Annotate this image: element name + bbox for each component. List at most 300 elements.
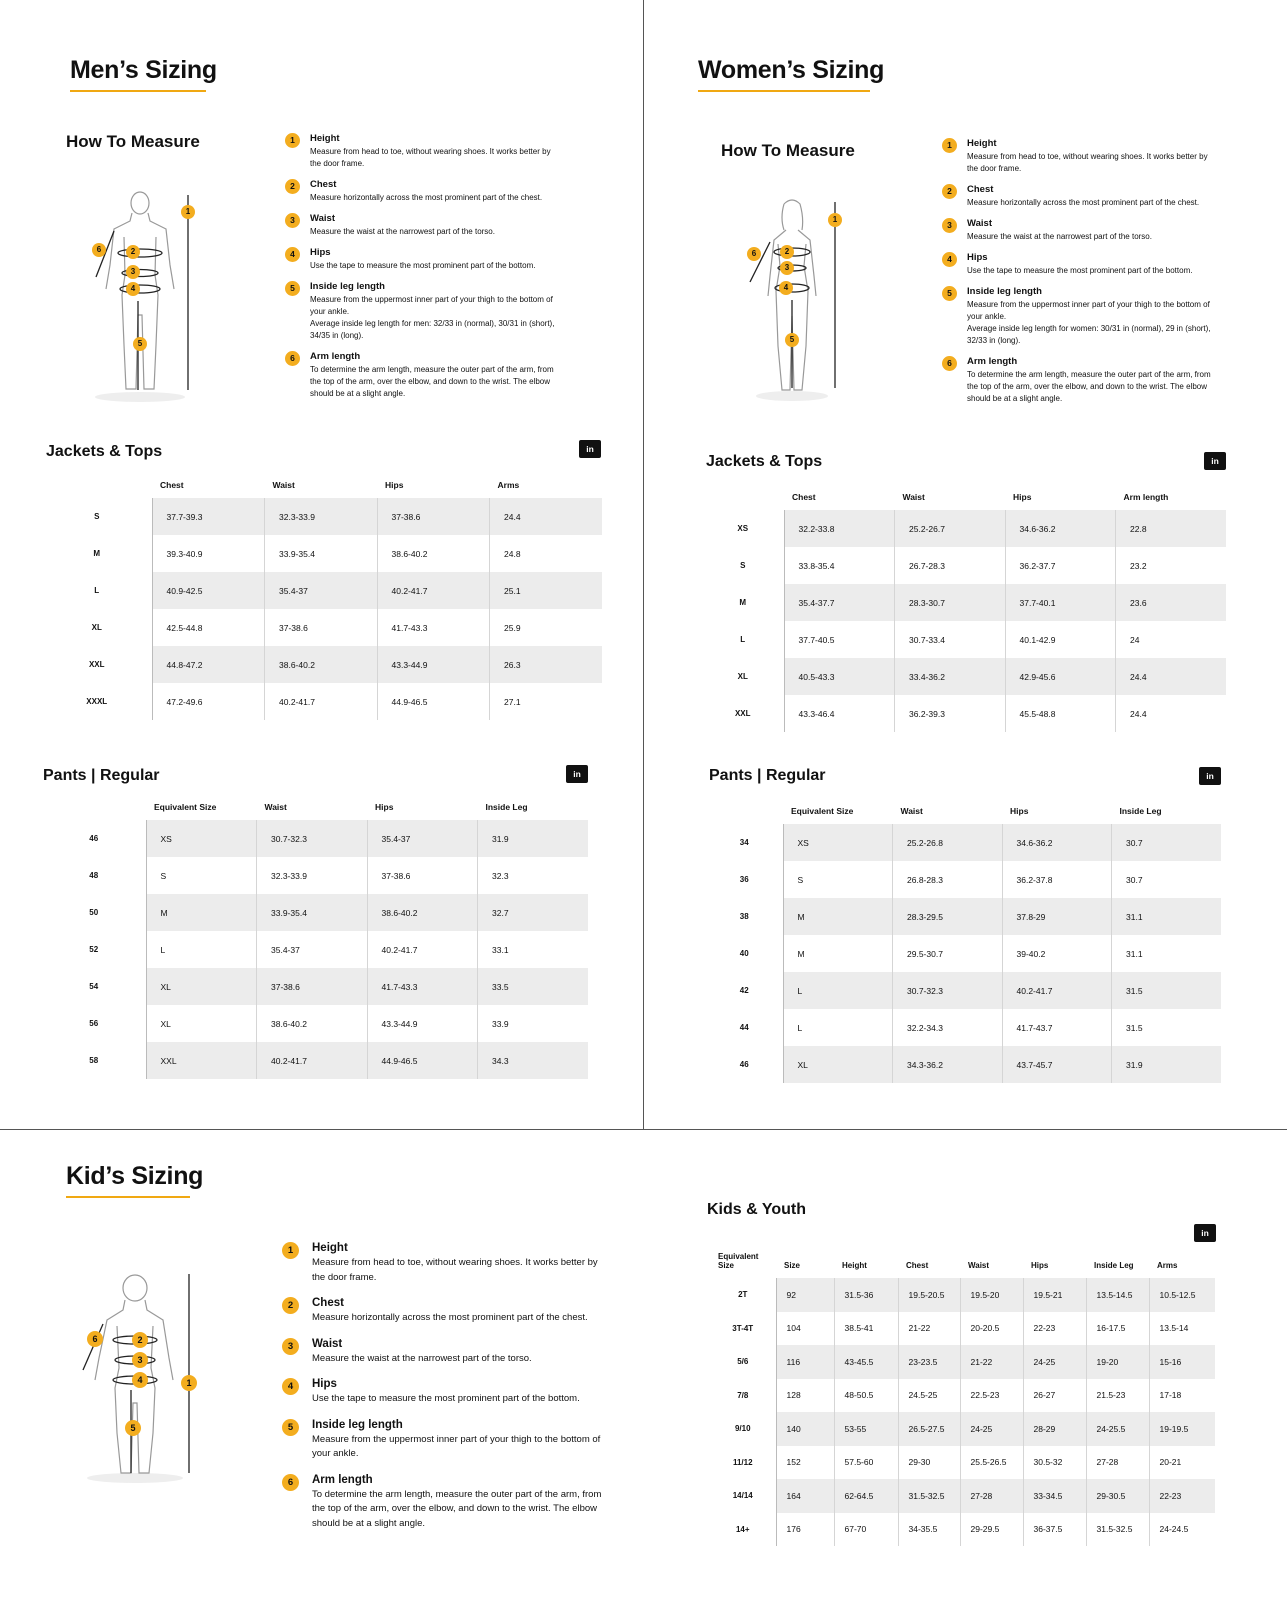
women-jackets-title: Jackets & Tops — [706, 453, 823, 470]
table-cell: XXL — [146, 1042, 257, 1079]
table-cell: 43.7-45.7 — [1002, 1046, 1112, 1083]
table-cell: 42.9-45.6 — [1005, 658, 1116, 695]
table-cell: 40.1-42.9 — [1005, 621, 1116, 658]
measure-marker-icon: 4 — [126, 282, 140, 296]
table-cell: 20-21 — [1159, 1457, 1182, 1468]
table-cell: 24.4 — [490, 498, 603, 535]
measure-marker-icon: 5 — [125, 1420, 141, 1436]
column-header: Height — [842, 1261, 867, 1270]
table-cell: 164 — [776, 1479, 834, 1513]
men-title-underline — [70, 90, 206, 92]
table-cell: 30.7-33.4 — [895, 621, 1006, 658]
table-cell: 22-23 — [1023, 1312, 1086, 1346]
table-cell: 39-40.2 — [1002, 935, 1112, 972]
measure-marker-icon: 5 — [785, 333, 799, 347]
table-cell: 38.6-40.2 — [367, 894, 478, 931]
table-cell: 36.2-39.3 — [895, 695, 1006, 732]
column-header — [42, 470, 152, 498]
table-row — [702, 584, 1226, 621]
table-cell: 33.9-35.4 — [257, 894, 368, 931]
table-cell: 45.5-48.8 — [1005, 695, 1116, 732]
table-cell: 16-17.5 — [1086, 1312, 1149, 1346]
table-cell: 17-18 — [1159, 1390, 1182, 1401]
measure-marker-icon: 2 — [126, 245, 140, 259]
row-label: XL — [702, 658, 784, 695]
table-row — [42, 572, 602, 609]
table-cell: 37-38.6 — [257, 968, 368, 1005]
table-cell: 48-50.5 — [834, 1379, 898, 1413]
table-row — [42, 683, 602, 720]
table-cell: 57.5-60 — [834, 1446, 898, 1480]
step-arm-length: 6 Arm length To determine the arm length, measure the outer part of the arm, from the top of the arm, over the elbow, and down to the wrist. The elbow should be at a slight angle. — [285, 351, 555, 400]
measure-marker-icon: 6 — [92, 243, 106, 257]
row-label: 7/8 — [710, 1379, 776, 1413]
table-cell: 31.5-32.5 — [898, 1479, 960, 1513]
row-label: 40 — [706, 935, 783, 972]
table-row — [706, 972, 1221, 1009]
table-cell: 19.5-21 — [1023, 1278, 1086, 1312]
table-cell: 62-64.5 — [834, 1479, 898, 1513]
table-cell: 31.5 — [1112, 972, 1222, 1009]
table-cell: 152 — [776, 1446, 834, 1480]
table-cell: 22.8 — [1116, 510, 1227, 547]
row-label: 34 — [706, 824, 783, 861]
table-cell: 32.2-34.3 — [893, 1009, 1003, 1046]
table-cell: 34.3-36.2 — [893, 1046, 1003, 1083]
table-cell: 24-24.5 — [1159, 1524, 1189, 1535]
row-label: 52 — [42, 931, 146, 968]
table-cell: XL — [783, 1046, 893, 1083]
table-cell: 37.8-29 — [1002, 898, 1112, 935]
table-cell: M — [783, 898, 893, 935]
table-cell: 22-23 — [1149, 1479, 1215, 1513]
column-header: Inside Leg — [1119, 806, 1162, 816]
table-cell: 24 — [1130, 634, 1140, 645]
row-label: 56 — [42, 1005, 146, 1042]
table-cell: 32.3 — [492, 870, 509, 881]
body-figure-male-icon — [80, 185, 210, 405]
table-row — [710, 1345, 1215, 1379]
table-cell: 23.2 — [1130, 560, 1147, 571]
step-chest: 2 Chest Measure horizontally across the most prominent part of the chest. — [942, 184, 1212, 209]
step-chest: 2 Chest Measure horizontally across the most prominent part of the chest. — [282, 1297, 612, 1326]
row-label: M — [702, 584, 784, 621]
table-cell: 24.8 — [504, 548, 521, 559]
table-cell: 29-30 — [898, 1446, 960, 1480]
row-label: 5/6 — [710, 1345, 776, 1379]
row-label: XXL — [42, 646, 152, 683]
step-arm-length: 6 Arm length To determine the arm length, measure the outer part of the arm, from the top of the arm, over the elbow, and down to the wrist. The elbow should be at a slight angle. — [942, 356, 1212, 405]
column-header: Arm length — [1123, 492, 1169, 502]
table-cell: 40.2-41.7 — [257, 1042, 368, 1079]
measure-marker-icon: 2 — [132, 1332, 148, 1348]
unit-toggle-button[interactable]: in — [1204, 452, 1226, 470]
table-cell: 38.5-41 — [834, 1312, 898, 1346]
table-cell: 35.4-37 — [265, 572, 378, 609]
table-cell: 25.2-26.7 — [895, 510, 1006, 547]
table-row — [710, 1278, 1215, 1312]
table-cell: 41.7-43.3 — [377, 609, 490, 646]
row-label: 46 — [706, 1046, 783, 1083]
measure-marker-icon: 3 — [126, 265, 140, 279]
table-cell: 176 — [776, 1513, 834, 1547]
table-cell: 44.8-47.2 — [152, 646, 265, 683]
column-header: Arms — [1157, 1261, 1178, 1270]
table-cell: 33.5 — [478, 968, 589, 1005]
kids-steps — [282, 1242, 612, 1543]
measure-marker-icon: 2 — [780, 245, 794, 259]
table-row — [710, 1479, 1215, 1513]
step-height: 1 Height Measure from head to toe, without wearing shoes. It works better by the door frame. — [285, 133, 555, 170]
table-row — [42, 498, 602, 535]
row-label: L — [702, 621, 784, 658]
table-cell: 24-25 — [960, 1412, 1023, 1446]
column-header: Waist — [272, 480, 295, 490]
table-cell: S — [146, 857, 257, 894]
measure-marker-icon: 3 — [780, 261, 794, 275]
column-header — [702, 482, 784, 510]
table-cell: 26.3 — [490, 646, 603, 683]
table-cell: 40.5-43.3 — [784, 658, 895, 695]
table-cell: 27-28 — [960, 1479, 1023, 1513]
column-header: Hips — [375, 802, 394, 812]
unit-toggle-button[interactable]: in — [1199, 767, 1221, 785]
step-waist: 3 Waist Measure the waist at the narrowest part of the torso. — [282, 1338, 612, 1367]
table-row — [710, 1412, 1215, 1446]
vertical-divider — [643, 0, 644, 1130]
table-cell: 40.2-41.7 — [1002, 972, 1112, 1009]
table-cell: 43.3-44.9 — [377, 646, 490, 683]
table-cell: 35.4-37 — [257, 931, 368, 968]
row-label: S — [702, 547, 784, 584]
measure-marker-icon: 4 — [132, 1372, 148, 1388]
row-label: 14+ — [710, 1513, 776, 1547]
women-pants-table — [706, 796, 1221, 1083]
table-cell: 13.5-14 — [1159, 1323, 1189, 1334]
kids-title: Kid’s Sizing — [66, 1162, 204, 1190]
table-cell: 30.7-32.3 — [893, 972, 1003, 1009]
table-cell: 38.6-40.2 — [257, 1005, 368, 1042]
table-cell: 37-38.6 — [265, 609, 378, 646]
table-row — [702, 510, 1226, 547]
measure-marker-icon: 1 — [828, 213, 842, 227]
table-cell: 33.9-35.4 — [265, 535, 378, 572]
table-cell: 25.9 — [504, 622, 521, 633]
row-label: 9/10 — [710, 1412, 776, 1446]
women-pants-title: Pants | Regular — [709, 767, 826, 784]
column-header: Equivalent Size — [154, 802, 217, 812]
table-cell: 38.6-40.2 — [265, 646, 378, 683]
table-cell: 30.7 — [1112, 824, 1222, 861]
table-cell: 140 — [776, 1412, 834, 1446]
table-cell: 27-28 — [1086, 1446, 1149, 1480]
table-cell: 116 — [776, 1345, 834, 1379]
column-header: Hips — [1010, 806, 1029, 816]
row-label: M — [42, 535, 152, 572]
kids-table — [710, 1250, 1215, 1546]
kids-title-underline — [66, 1196, 190, 1198]
row-label: L — [42, 572, 152, 609]
table-cell: 40.2-41.7 — [265, 683, 378, 720]
table-cell: 34.3 — [478, 1042, 589, 1079]
table-cell: 10.5-12.5 — [1149, 1278, 1215, 1312]
step-inside-leg: 5 Inside leg length Measure from the uppermost inner part of your thigh to the bottom of your ankle. Average inside leg length for men: 32/33 in (normal), 30/31 in (short), 34/35 in (long). — [285, 281, 555, 342]
table-cell: 25.2-26.8 — [893, 824, 1003, 861]
table-row — [702, 621, 1226, 658]
table-cell: 33.8-35.4 — [784, 547, 895, 584]
table-cell: 31.5 — [1126, 1022, 1143, 1033]
women-title: Women’s Sizing — [698, 56, 885, 84]
table-cell: 41.7-43.3 — [367, 968, 478, 1005]
unit-toggle-button[interactable]: in — [579, 440, 601, 458]
table-cell: 29.5-30.7 — [893, 935, 1003, 972]
table-row — [706, 1009, 1221, 1046]
women-steps — [942, 138, 1212, 414]
table-cell: 25.5-26.5 — [960, 1446, 1023, 1480]
measure-marker-icon: 6 — [87, 1331, 103, 1347]
table-cell: 44.9-46.5 — [367, 1042, 478, 1079]
body-figure-female-icon — [740, 196, 850, 406]
table-cell: 32.2-33.8 — [784, 510, 895, 547]
table-cell: 37.7-40.5 — [784, 621, 895, 658]
table-cell: 35.4-37 — [367, 820, 478, 857]
row-label: XXL — [702, 695, 784, 732]
measure-marker-icon: 5 — [133, 337, 147, 351]
table-cell: 23.6 — [1116, 584, 1227, 621]
table-row — [706, 824, 1221, 861]
table-cell: 30.5-32 — [1023, 1446, 1086, 1480]
table-cell: 25.1 — [490, 572, 603, 609]
table-cell: 104 — [776, 1312, 834, 1346]
column-header: Inside Leg — [1094, 1261, 1134, 1270]
table-row — [706, 861, 1221, 898]
column-header — [42, 792, 146, 820]
table-cell: 31.1 — [1126, 948, 1143, 959]
step-height: 1 Height Measure from head to toe, without wearing shoes. It works better by the door frame. — [942, 138, 1212, 175]
table-cell: 31.9 — [478, 820, 589, 857]
men-title: Men’s Sizing — [70, 56, 217, 84]
measure-marker-icon: 4 — [779, 281, 793, 295]
table-cell: 53-55 — [834, 1412, 898, 1446]
kids-table-title: Kids & Youth — [707, 1201, 806, 1218]
column-header: Hips — [385, 480, 404, 490]
table-row — [702, 658, 1226, 695]
column-header: Arms — [497, 480, 520, 490]
table-row — [710, 1446, 1215, 1480]
table-row — [42, 931, 588, 968]
step-hips: 4 Hips Use the tape to measure the most prominent part of the bottom. — [942, 252, 1212, 277]
table-cell: 26.7-28.3 — [895, 547, 1006, 584]
table-row — [710, 1312, 1215, 1346]
row-label: XXXL — [42, 683, 152, 720]
table-row — [42, 857, 588, 894]
table-cell: 28.3-30.7 — [895, 584, 1006, 621]
unit-toggle-button[interactable]: in — [1194, 1224, 1216, 1242]
row-label: 42 — [706, 972, 783, 1009]
table-cell: 31.1 — [1112, 898, 1222, 935]
table-cell: 21-22 — [960, 1345, 1023, 1379]
measure-marker-icon: 1 — [181, 205, 195, 219]
table-cell: 32.3-33.9 — [257, 857, 368, 894]
step-chest: 2 Chest Measure horizontally across the most prominent part of the chest. — [285, 179, 555, 204]
row-label: 46 — [42, 820, 146, 857]
table-cell: 31.5-36 — [834, 1278, 898, 1312]
table-cell: 32.3-33.9 — [265, 498, 378, 535]
column-header: Size — [784, 1261, 801, 1270]
table-cell: 40.2-41.7 — [367, 931, 478, 968]
column-header: Waist — [902, 492, 925, 502]
row-label: 54 — [42, 968, 146, 1005]
table-cell: L — [783, 1009, 893, 1046]
table-cell: XS — [146, 820, 257, 857]
table-row — [710, 1513, 1215, 1547]
table-cell: 15-16 — [1149, 1345, 1215, 1379]
step-waist: 3 Waist Measure the waist at the narrowest part of the torso. — [942, 218, 1212, 243]
table-cell: 37-38.6 — [377, 498, 490, 535]
table-header-row — [42, 792, 588, 820]
step-inside-leg: 5 Inside leg length Measure from the uppermost inner part of your thigh to the bottom of your ankle. Average inside leg length for women: 30/31 in (normal), 29 in (short), 32/33 in (long). — [942, 286, 1212, 347]
step-inside-leg: 5 Inside leg length Measure from the uppermost inner part of your thigh to the bottom of your ankle. — [282, 1419, 612, 1462]
table-cell: 36.2-37.7 — [1005, 547, 1116, 584]
table-cell: 41.7-43.7 — [1002, 1009, 1112, 1046]
table-cell: 29-29.5 — [960, 1513, 1023, 1547]
table-cell: 30.7 — [1126, 874, 1143, 885]
row-label: 2T — [710, 1278, 776, 1312]
table-cell: 24.4 — [1130, 708, 1147, 719]
table-cell: 38.6-40.2 — [377, 535, 490, 572]
table-cell: 47.2-49.6 — [152, 683, 265, 720]
horizontal-divider — [0, 1129, 1287, 1130]
table-cell: 27.1 — [504, 696, 521, 707]
table-cell: 44.9-46.5 — [377, 683, 490, 720]
table-cell: 36.2-37.8 — [1002, 861, 1112, 898]
table-cell: 36-37.5 — [1023, 1513, 1086, 1547]
table-row — [706, 935, 1221, 972]
row-label: 3T-4T — [710, 1312, 776, 1346]
table-header-row — [42, 470, 602, 498]
table-cell: 24-25 — [1023, 1345, 1086, 1379]
table-cell: 37-38.6 — [367, 857, 478, 894]
unit-toggle-button[interactable]: in — [566, 765, 588, 783]
table-cell: 19-19.5 — [1149, 1412, 1215, 1446]
table-cell: 19.5-20 — [960, 1278, 1023, 1312]
column-header: Waist — [900, 806, 923, 816]
table-cell: 24-25.5 — [1086, 1412, 1149, 1446]
column-header: Equivalent Size — [718, 1252, 759, 1270]
table-cell: 40.2-41.7 — [377, 572, 490, 609]
table-row — [706, 898, 1221, 935]
table-cell: 26.8-28.3 — [893, 861, 1003, 898]
measure-marker-icon: 3 — [132, 1352, 148, 1368]
table-cell: 26-27 — [1023, 1379, 1086, 1413]
column-header: Chest — [792, 492, 816, 502]
table-cell: 26.5-27.5 — [898, 1412, 960, 1446]
table-cell: 28-29 — [1023, 1412, 1086, 1446]
table-cell: 20-20.5 — [960, 1312, 1023, 1346]
column-header: Hips — [1031, 1261, 1049, 1270]
table-cell: M — [146, 894, 257, 931]
table-cell: 34-35.5 — [898, 1513, 960, 1547]
table-cell: L — [783, 972, 893, 1009]
women-how-to-title: How To Measure — [721, 141, 855, 160]
table-header-row — [706, 796, 1221, 824]
row-label: 38 — [706, 898, 783, 935]
table-row — [702, 547, 1226, 584]
table-cell: 33.1 — [492, 944, 509, 955]
table-cell: 24.4 — [1116, 658, 1227, 695]
table-cell: 13.5-14.5 — [1086, 1278, 1149, 1312]
table-cell: 92 — [776, 1278, 834, 1312]
table-cell: 37.7-40.1 — [1005, 584, 1116, 621]
table-cell: 21.5-23 — [1086, 1379, 1149, 1413]
table-row — [710, 1379, 1215, 1413]
row-label: XL — [42, 609, 152, 646]
table-cell: L — [146, 931, 257, 968]
table-cell: 22.5-23 — [960, 1379, 1023, 1413]
table-header-row — [710, 1250, 1215, 1278]
table-cell: 128 — [776, 1379, 834, 1413]
column-header — [706, 796, 783, 824]
table-row — [42, 646, 602, 683]
table-row — [702, 695, 1226, 732]
table-row — [42, 968, 588, 1005]
measure-marker-icon: 6 — [747, 247, 761, 261]
table-cell: 31.9 — [1112, 1046, 1222, 1083]
women-title-underline — [698, 90, 870, 92]
row-label: 36 — [706, 861, 783, 898]
column-header: Chest — [160, 480, 184, 490]
row-label: 50 — [42, 894, 146, 931]
row-label: XS — [702, 510, 784, 547]
column-header: Waist — [264, 802, 287, 812]
column-header: Inside Leg — [485, 802, 528, 812]
table-cell: 23-23.5 — [898, 1345, 960, 1379]
step-height: 1 Height Measure from head to toe, without wearing shoes. It works better by the door frame. — [282, 1242, 612, 1285]
column-header: Waist — [968, 1261, 990, 1270]
table-cell: 19.5-20.5 — [898, 1278, 960, 1312]
table-cell: 42.5-44.8 — [152, 609, 265, 646]
men-steps — [285, 133, 555, 409]
row-label: 14/14 — [710, 1479, 776, 1513]
step-hips: 4 Hips Use the tape to measure the most prominent part of the bottom. — [282, 1378, 612, 1407]
row-label: S — [42, 498, 152, 535]
step-waist: 3 Waist Measure the waist at the narrowest part of the torso. — [285, 213, 555, 238]
table-row — [42, 535, 602, 572]
women-jackets-table — [702, 482, 1226, 732]
men-jackets-title: Jackets & Tops — [46, 443, 163, 460]
table-cell: 34.6-36.2 — [1005, 510, 1116, 547]
row-label: 58 — [42, 1042, 146, 1079]
table-cell: 33-34.5 — [1023, 1479, 1086, 1513]
table-cell: 30.7-32.3 — [257, 820, 368, 857]
table-cell: XL — [146, 968, 257, 1005]
table-cell: 37.7-39.3 — [152, 498, 265, 535]
table-header-row — [702, 482, 1226, 510]
table-row — [42, 609, 602, 646]
table-cell: 21-22 — [898, 1312, 960, 1346]
step-arm-length: 6 Arm length To determine the arm length, measure the outer part of the arm, from the top of the arm, over the elbow, and down to the wrist. The elbow should be at a slight angle. — [282, 1474, 612, 1532]
table-cell: 34.6-36.2 — [1002, 824, 1112, 861]
men-pants-title: Pants | Regular — [43, 767, 160, 784]
row-label: 48 — [42, 857, 146, 894]
table-cell: M — [783, 935, 893, 972]
men-jackets-table — [42, 470, 602, 720]
table-cell: 29-30.5 — [1086, 1479, 1149, 1513]
table-row — [42, 1042, 588, 1079]
table-cell: 24.5-25 — [898, 1379, 960, 1413]
table-cell: S — [783, 861, 893, 898]
body-figure-kid-icon — [75, 1268, 205, 1488]
